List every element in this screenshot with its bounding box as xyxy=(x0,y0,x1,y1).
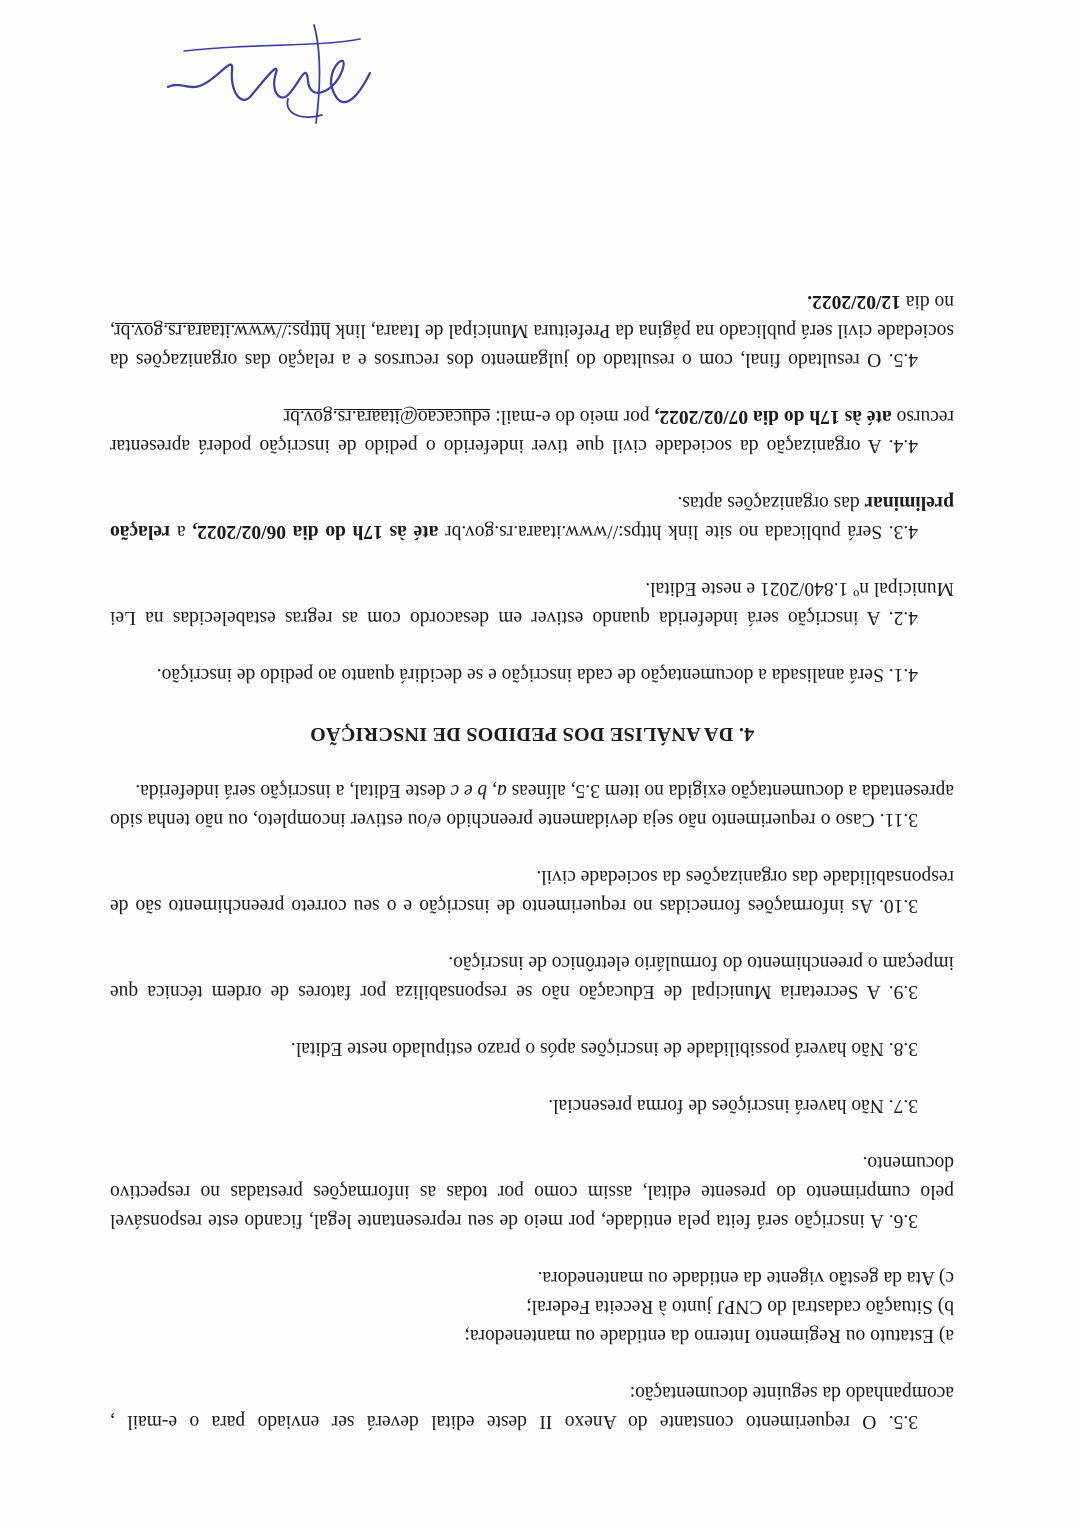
paragraph-3-11-letters: a, b e c xyxy=(450,780,507,801)
list-item: c) Ata da gestão vigente da entidade ou mantenedora. xyxy=(537,1267,954,1288)
paragraph-3-7: 3.7. Não haverá inscrições de forma presencial. xyxy=(548,1095,918,1116)
paragraph-4-4-text: 4.4. A organização da sociedade civil que tiver indeferido o pedido de inscrição poderá apresentar recurso xyxy=(110,406,954,456)
signature-stroke xyxy=(168,61,370,102)
paragraph-4-4-mid: por meio do e-mail: xyxy=(490,406,655,427)
paragraph-4-5 xyxy=(110,287,954,374)
paragraph-4-3-end: das organizações aptas. xyxy=(677,492,865,513)
list-item: b) Situação cadastral do CNPJ junto à Receita Federal; xyxy=(526,1296,954,1317)
paragraph-4-3-deadline: até às 17h do dia 06/02/2022, xyxy=(192,521,439,542)
document-body xyxy=(110,259,954,1436)
signature-underline xyxy=(184,39,360,51)
paragraph-3-11-end: deste Edital, a inscrição será indeferida. xyxy=(135,780,451,801)
website-link[interactable]: https://www.itaara.rs.gov.br xyxy=(114,320,331,341)
paragraph-3-5: 3.5. O requerimento constante do Anexo II deste edital deverá ser enviado para o e-mail , acompanhado da seguinte documentação: xyxy=(110,1382,954,1432)
list-item: a) Estatuto ou Regimento Interno da entidade ou mantenedora; xyxy=(464,1325,954,1346)
paragraph-4-4 xyxy=(110,402,954,460)
section-4-heading: 4. DA ANÁLISE DOS PEDIDOS DE INSCRIÇÃO xyxy=(309,723,755,745)
paragraph-4-3-text: 4.3. Será publicada no site link https://www.itaara.rs.gov.br xyxy=(438,521,918,542)
paragraph-3-10: 3.10. As informações fornecidas no requerimento de inscrição e o seu correto preenchimento são de responsabilidade das organizações da sociedade civil. xyxy=(110,866,954,916)
paragraph-4-3-mid: a xyxy=(170,521,193,542)
paragraph-3-9: 3.9. A Secretaria Municipal de Educação não se responsabiliza por fatores de ordem técnica que impeçam o preenchimento do formulário eletrônico de inscrição. xyxy=(110,952,954,1002)
paragraph-4-5-date: 12/02/2022. xyxy=(807,291,901,312)
paragraph-3-11-text: 3.11. Caso o requerimento não seja devidamente preenchido e/ou estiver incompleto, ou não tenha sido apresentada a documentação exigida no item 3.5, alíneas xyxy=(110,780,954,830)
paragraph-3-11 xyxy=(110,776,954,834)
paragraph-4-3-relation: relação preliminar xyxy=(110,492,954,542)
documents-list xyxy=(110,1263,954,1350)
paragraph-4-4-deadline: até às 17h do dia 07/02/2022, xyxy=(654,406,892,427)
handwritten-signature xyxy=(160,13,380,143)
paragraph-3-8: 3.8. Não haverá possibilidade de inscrições após o prazo estipulado neste Edital. xyxy=(290,1038,918,1059)
paragraph-3-6: 3.6. A inscrição será feita pela entidade, por meio de seu representante legal, ficando este responsável pelo cumprimento do presente edital, assim como por todas as informações prestadas no respectivo documento. xyxy=(110,1152,954,1231)
email-link[interactable]: educacao@itaara.rs.gov.br xyxy=(283,406,491,427)
paragraph-4-3 xyxy=(110,488,954,546)
paragraph-4-1: 4.1. Será analisada a documentação de cada inscrição e se decidirá quanto ao pedido de inscrição. xyxy=(156,664,918,685)
paragraph-4-5-text: 4.5. O resultado final, com o resultado do julgamento dos recursos e a relação das organizações da sociedade civil será publicado na página da Prefeitura Municipal de Itaara, link xyxy=(110,320,954,370)
paragraph-4-5-mid: , no dia xyxy=(110,291,954,341)
paragraph-4-2: 4.2. A inscrição será indeferida quando estiver em desacordo com as regras estabelecidas na Lei Municipal nº 1.840/2021 e neste Edital. xyxy=(110,578,954,628)
